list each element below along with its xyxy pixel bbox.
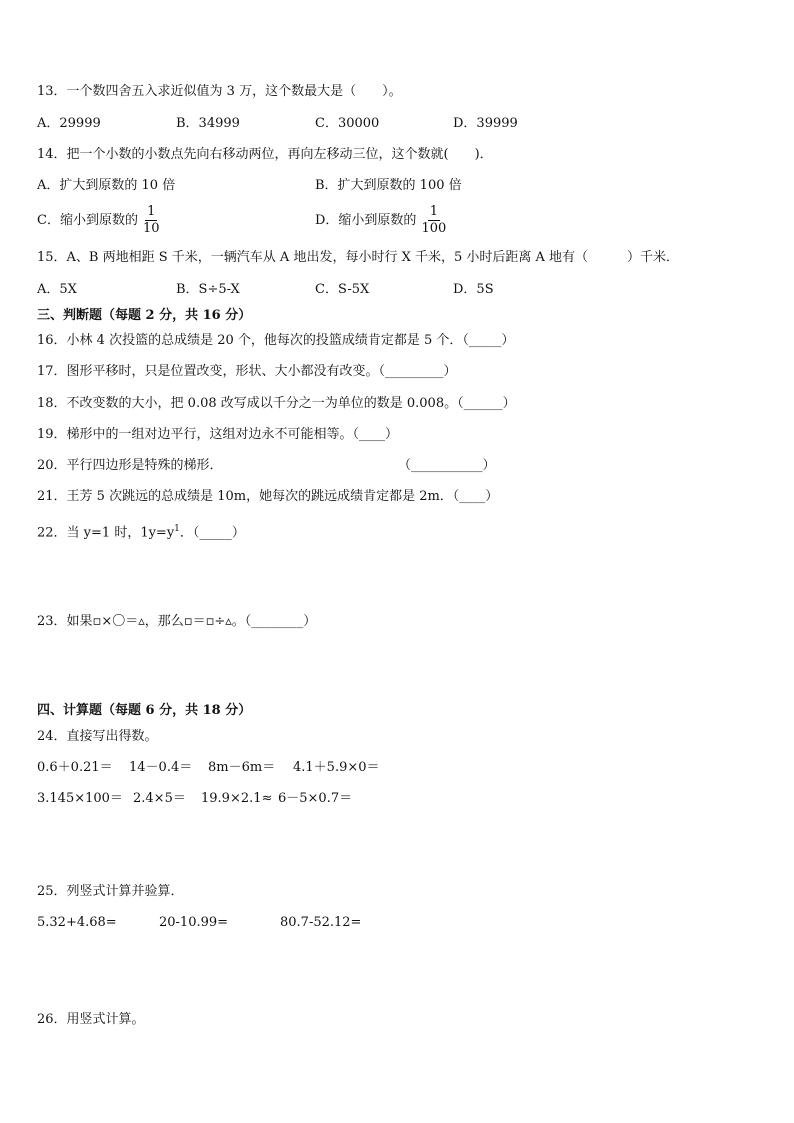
question-21: 21．王芳 5 次跳远的总成绩是 10m，她每次的跳远成绩肯定都是 2m．（____） — [37, 489, 499, 504]
question-25-stem: 25．列竖式计算并验算． — [37, 884, 184, 899]
q14-option-d-text: D．缩小到原数的 — [315, 213, 417, 228]
q13-option-b: B．34999 — [176, 116, 240, 131]
q14-option-c — [37, 205, 162, 236]
question-23: 23．如果▫×〇＝▵，那么▫＝▫÷▵。（________） — [37, 614, 317, 629]
section-4-title: 四、计算题（每题 6 分，共 18 分） — [37, 703, 252, 718]
fraction — [419, 205, 448, 236]
question-20-blank: （___________） — [398, 458, 496, 473]
q14-option-d — [315, 205, 448, 236]
question-16: 16．小林 4 次投篮的总成绩是 20 个，他每次的投篮成绩肯定都是 5 个．（_____） — [37, 333, 515, 348]
q14-option-c-text: C．缩小到原数的 — [37, 213, 138, 228]
fraction-denominator: 100 — [421, 221, 447, 236]
q15-option-d: D．5S — [453, 282, 494, 297]
question-14-stem: 14．把一个小数的小数点先向右移动两位，再向左移动三位，这个数就( )． — [37, 147, 493, 162]
calc-item: 4.1＋5.9×0＝ — [293, 760, 380, 775]
question-24-stem: 24．直接写出得数。 — [37, 729, 158, 744]
calc-item: 0.6＋0.21＝ — [37, 760, 113, 775]
calc-item: 8m－6m＝ — [208, 760, 276, 775]
calc-item: 14－0.4＝ — [129, 760, 193, 775]
question-22 — [37, 521, 245, 541]
question-19: 19．梯形中的一组对边平行，这组对边永不可能相等。（____） — [37, 427, 399, 442]
q22-prefix: 22．当 y=1 时，1y=y — [37, 525, 175, 541]
question-15-stem: 15．A、B 两地相距 S 千米，一辆汽车从 A 地出发，每小时行 X 千米，5 小时后距离 A 地有（ ）千米． — [37, 250, 680, 265]
q15-option-a: A．5X — [37, 282, 77, 297]
question-18: 18．不改变数的大小，把 0.08 改写成以千分之一为单位的数是 0.008。（______） — [37, 396, 516, 411]
section-3-title: 三、判断题（每题 2 分，共 16 分） — [37, 308, 252, 323]
calc-item: 6－5×0.7＝ — [278, 791, 353, 806]
fraction-numerator: 1 — [147, 204, 156, 219]
q14-option-a: A．扩大到原数的 10 倍 — [37, 178, 176, 193]
fraction-numerator: 1 — [429, 204, 438, 219]
calc-item: 80.7-52.12= — [280, 915, 362, 930]
q15-option-c: C．S-5X — [315, 282, 370, 297]
question-17: 17．图形平移时，只是位置改变，形状、大小都没有改变。（_________） — [37, 364, 457, 379]
question-20-stem: 20．平行四边形是特殊的梯形． — [37, 458, 223, 473]
q22-superscript: 1 — [174, 524, 180, 534]
q14-option-b: B．扩大到原数的 100 倍 — [315, 178, 462, 193]
calc-item: 19.9×2.1≈ — [201, 791, 273, 806]
q13-option-c: C．30000 — [315, 116, 380, 131]
q13-option-a: A．29999 — [37, 116, 101, 131]
calc-item: 2.4×5＝ — [133, 791, 186, 806]
calc-item: 5.32+4.68= — [37, 915, 117, 930]
question-13-stem: 13．一个数四舍五入求近似值为 3 万，这个数最大是（ ）。 — [37, 84, 402, 99]
fraction-denominator: 10 — [142, 221, 160, 236]
q13-option-d: D．39999 — [453, 116, 518, 131]
q15-option-b: B．S÷5-X — [176, 282, 240, 297]
q22-suffix: ．（_____） — [179, 525, 245, 541]
question-26-stem: 26．用竖式计算。 — [37, 1012, 145, 1027]
calc-item: 3.145×100＝ — [37, 791, 123, 806]
calc-item: 20-10.99= — [159, 915, 229, 930]
fraction — [141, 205, 162, 236]
